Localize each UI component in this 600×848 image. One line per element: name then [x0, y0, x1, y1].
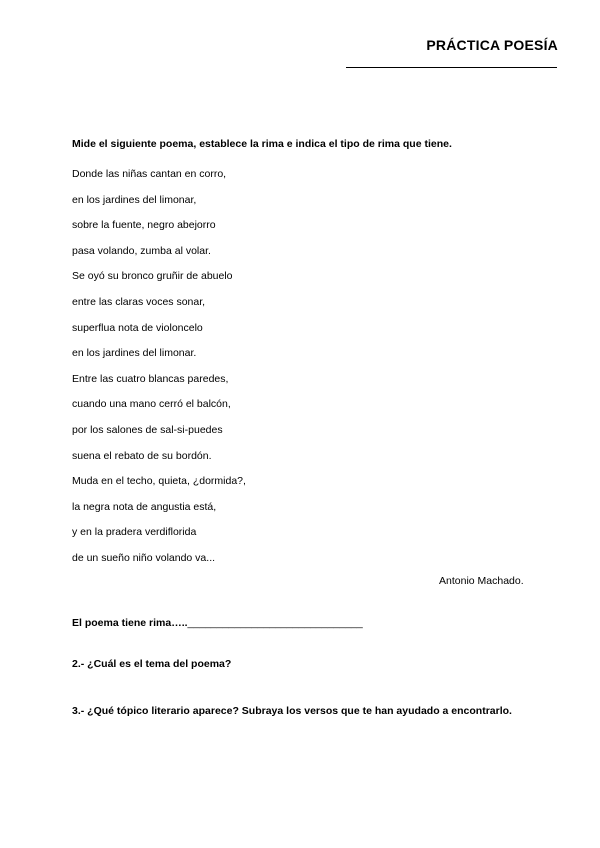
instruction-text: Mide el siguiente poema, establece la rima e indica el tipo de rima que tiene.: [72, 138, 452, 150]
poem-line: cuando una mano cerró el balcón,: [72, 398, 231, 411]
question-1-label: El poema tiene rima…..: [72, 617, 188, 629]
poem-line: superflua nota de violoncelo: [72, 321, 203, 334]
question-2: 2.- ¿Cuál es el tema del poema?: [72, 658, 232, 670]
poem-line: por los salones de sal-si-puedes: [72, 423, 223, 436]
poem-line: Muda en el techo, quieta, ¿dormida?,: [72, 475, 246, 488]
page-title: PRÁCTICA POESÍA: [426, 37, 558, 53]
poem-line: Donde las niñas cantan en corro,: [72, 168, 227, 180]
poem-line: entre las claras voces sonar,: [72, 295, 206, 308]
question-3: 3.- ¿Qué tópico literario aparece? Subraya los versos que te han ayudado a encontrarlo.: [72, 705, 512, 717]
poem-line: la negra nota de angustia está,: [72, 500, 217, 513]
poem-line: de un sueño niño volando va...: [72, 551, 216, 564]
poem: [72, 168, 246, 578]
poem-line: Entre las cuatro blancas paredes,: [72, 372, 229, 385]
poem-line: y en la pradera verdiflorida: [72, 526, 197, 539]
poem-line: suena el rebato de su bordón.: [72, 449, 212, 462]
poem-line: Se oyó su bronco gruñir de abuelo: [72, 270, 233, 283]
poem-line: en los jardines del limonar.: [72, 347, 197, 360]
poem-line: en los jardines del limonar,: [72, 193, 197, 206]
poem-author: Antonio Machado.: [439, 575, 524, 587]
poem-line: sobre la fuente, negro abejorro: [72, 219, 216, 232]
poem-line: pasa volando, zumba al volar.: [72, 244, 211, 257]
question-1: [72, 617, 363, 629]
answer-blank: ______________________________: [187, 617, 363, 629]
title-underline: [346, 67, 557, 68]
